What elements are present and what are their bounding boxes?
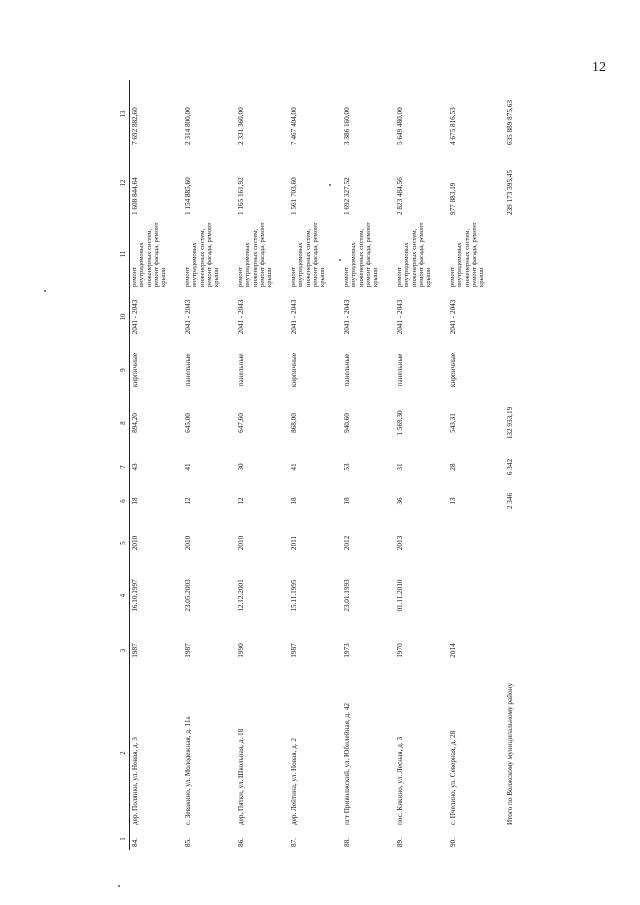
table-row xyxy=(289,80,342,850)
table-cell: 2041 - 2043 xyxy=(131,299,139,335)
rotated-table-container xyxy=(120,80,623,850)
table-cell: 7 467 404,00 xyxy=(290,107,298,145)
column-number-row xyxy=(120,80,130,850)
table-cell: 1987 xyxy=(131,643,139,658)
table-cell: 86. xyxy=(237,838,245,847)
table-cell: ремонт внутридомовых инженерных систем, ремонт фасада, ремонт крыши xyxy=(396,222,432,287)
total-cell: 132 933,19 xyxy=(506,406,514,440)
column-number: 6 xyxy=(120,484,130,518)
scan-speck xyxy=(118,885,120,887)
table-cell: 977 883,19 xyxy=(449,182,457,215)
table-cell: 1970 xyxy=(396,643,404,658)
table-cell: 2041 - 2043 xyxy=(396,299,404,335)
empty-cell xyxy=(501,623,547,678)
table-cell: 2041 - 2043 xyxy=(290,299,298,335)
total-cell: 2 346 xyxy=(506,492,514,510)
table-cell: панельные xyxy=(184,353,192,387)
column-number: 1 xyxy=(120,828,130,850)
table-cell: 1 569,30 xyxy=(396,410,404,436)
column-number: 12 xyxy=(120,148,130,218)
table-cell: 5 649 480,00 xyxy=(396,107,404,145)
empty-cell xyxy=(501,568,547,623)
table-cell: 90. xyxy=(449,838,457,847)
table-cell: 18 xyxy=(290,497,298,505)
table-cell: дер. Лейтина, ул. Новая, д. 2 xyxy=(290,738,298,825)
table-cell: 2010 xyxy=(184,535,192,551)
table-cell: 30 xyxy=(237,463,245,471)
table-cell: 88. xyxy=(343,838,351,847)
empty-cell xyxy=(501,344,547,396)
repair-program-table xyxy=(120,80,547,850)
empty-cell xyxy=(501,518,547,568)
table-cell: 1987 xyxy=(290,643,298,658)
table-cell: с. Пчелино, ул. Северная, д. 28 xyxy=(449,730,457,825)
table-row xyxy=(342,80,395,850)
column-number: 10 xyxy=(120,290,130,344)
table-cell: 1 154 885,60 xyxy=(184,177,192,215)
table-cell: 1 165 161,92 xyxy=(237,177,245,215)
table-cell: 16.10.1997 xyxy=(131,579,139,612)
column-number: 2 xyxy=(120,678,130,828)
table-cell: 2041 - 2043 xyxy=(184,299,192,335)
column-number: 11 xyxy=(120,218,130,290)
table-cell: 2012 xyxy=(343,535,351,551)
table-cell: с. Зевакино, ул. Молодежная, д. 11а xyxy=(184,716,192,825)
total-cell: 239 173 395,45 xyxy=(506,170,514,215)
table-cell: пос. Кикино, ул. Лесная, д. 3 xyxy=(396,736,404,825)
table-cell: 2014 xyxy=(449,643,457,658)
table-cell: 1 608 844,64 xyxy=(131,177,139,215)
table-cell: 85. xyxy=(184,838,192,847)
table-cell: 12 xyxy=(184,497,192,505)
column-number: 5 xyxy=(120,518,130,568)
table-cell: 41 xyxy=(184,463,192,471)
total-row xyxy=(501,80,547,850)
table-cell: 28 xyxy=(449,463,457,471)
table-cell: ремонт внутридомовых инженерных систем, ремонт фасада, ремонт крыши xyxy=(184,222,220,287)
table-cell: 4 675 816,53 xyxy=(449,107,457,145)
table-cell xyxy=(448,518,501,568)
table-cell: 89. xyxy=(396,838,404,847)
table-cell: 2 823 484,56 xyxy=(396,177,404,215)
table-cell: 645,00 xyxy=(184,413,192,433)
table-cell: панельные xyxy=(237,353,245,387)
table-cell: 2 314 800,00 xyxy=(184,107,192,145)
table-row xyxy=(236,80,289,850)
table-cell: 23.01.1993 xyxy=(343,579,351,612)
table-cell: 23.05.2003 xyxy=(184,579,192,612)
table-cell: ремонт внутридомовых инженерных систем, ремонт фасада, ремонт крыши xyxy=(237,222,273,287)
table-cell: 2041 - 2043 xyxy=(237,299,245,335)
table-cell: кирпичные xyxy=(131,352,139,388)
column-number: 3 xyxy=(120,623,130,678)
table-cell: 13 xyxy=(449,497,457,505)
table-cell: панельные xyxy=(343,353,351,387)
table-cell: 1987 xyxy=(184,643,192,658)
column-number: 13 xyxy=(120,80,130,148)
empty-cell xyxy=(501,290,547,344)
table-row xyxy=(395,80,448,850)
table-cell: 1 692 327,52 xyxy=(343,177,351,215)
table-cell: ремонт внутридомовых инженерных систем, ремонт фасада, ремонт крыши xyxy=(343,222,379,287)
table-cell: 2 331 360,00 xyxy=(237,107,245,145)
table-row xyxy=(130,80,184,850)
empty-cell xyxy=(501,828,547,850)
table-cell: 7 692 882,60 xyxy=(131,107,139,145)
table-cell: кирпичные xyxy=(449,352,457,388)
table-cell: 940,60 xyxy=(343,413,351,433)
table-cell: 12 xyxy=(237,497,245,505)
table-cell: 36 xyxy=(396,497,404,505)
table-cell: 2010 xyxy=(237,535,245,551)
table-cell: 3 386 160,00 xyxy=(343,107,351,145)
table-cell: 2041 - 2043 xyxy=(449,299,457,335)
total-cell: 6 342 xyxy=(506,458,514,476)
table-cell: 18 xyxy=(131,497,139,505)
table-cell: 647,60 xyxy=(237,413,245,433)
table-cell: 2041 - 2043 xyxy=(343,299,351,335)
table-cell xyxy=(448,568,501,623)
table-cell: 53 xyxy=(343,463,351,471)
table-cell: ремонт внутридомовых инженерных систем, ремонт фасада, ремонт крыши xyxy=(290,222,326,287)
table-cell: 41 xyxy=(290,463,298,471)
table-cell: 1 561 703,60 xyxy=(290,177,298,215)
column-number: 7 xyxy=(120,450,130,484)
total-cell: Итого по Волжскому муниципальному району xyxy=(506,682,514,825)
table-cell: ремонт внутридомовых инженерных систем, ремонт фасада, ремонт крыши xyxy=(131,222,167,287)
table-cell: 15.11.1995 xyxy=(290,579,298,612)
column-number: 8 xyxy=(120,396,130,450)
table-cell: дер. Полянки, ул. Новая, д. 3 xyxy=(131,737,139,825)
table-cell: панельные xyxy=(396,353,404,387)
table-cell: 543,31 xyxy=(449,413,457,433)
table-cell: 2010 xyxy=(131,535,139,551)
table-cell: 43 xyxy=(131,463,139,471)
table-cell: 2013 xyxy=(396,535,404,551)
table-cell: пгт Приволжский, ул. Юбилейная, д. 42 xyxy=(343,703,351,825)
table-row xyxy=(448,80,501,850)
page-number: 12 xyxy=(592,60,606,75)
column-number: 9 xyxy=(120,344,130,396)
table-cell: дер. Пятки, ул. Школьная, д. 18 xyxy=(237,728,245,825)
table-cell: 1973 xyxy=(343,643,351,658)
table-cell: 18 xyxy=(343,497,351,505)
table-cell: 2011 xyxy=(290,535,298,551)
table-cell: 31 xyxy=(396,463,404,471)
table-cell: 87. xyxy=(290,838,298,847)
table-cell: 868,00 xyxy=(290,413,298,433)
table-cell: кирпичные xyxy=(290,352,298,388)
table-cell: 1990 xyxy=(237,643,245,658)
scan-speck xyxy=(44,290,46,292)
empty-cell xyxy=(501,218,547,290)
column-number: 4 xyxy=(120,568,130,623)
table-cell: 12.12.2001 xyxy=(237,579,245,612)
total-cell: 635 889 875,63 xyxy=(506,100,514,145)
table-row xyxy=(183,80,236,850)
table-cell: 894,20 xyxy=(131,413,139,433)
table-cell: 84. xyxy=(131,838,139,847)
table-cell: ремонт внутридомовых инженерных систем, ремонт фасада, ремонт крыши xyxy=(449,222,485,287)
table-cell: 01.11.2010 xyxy=(396,579,404,612)
